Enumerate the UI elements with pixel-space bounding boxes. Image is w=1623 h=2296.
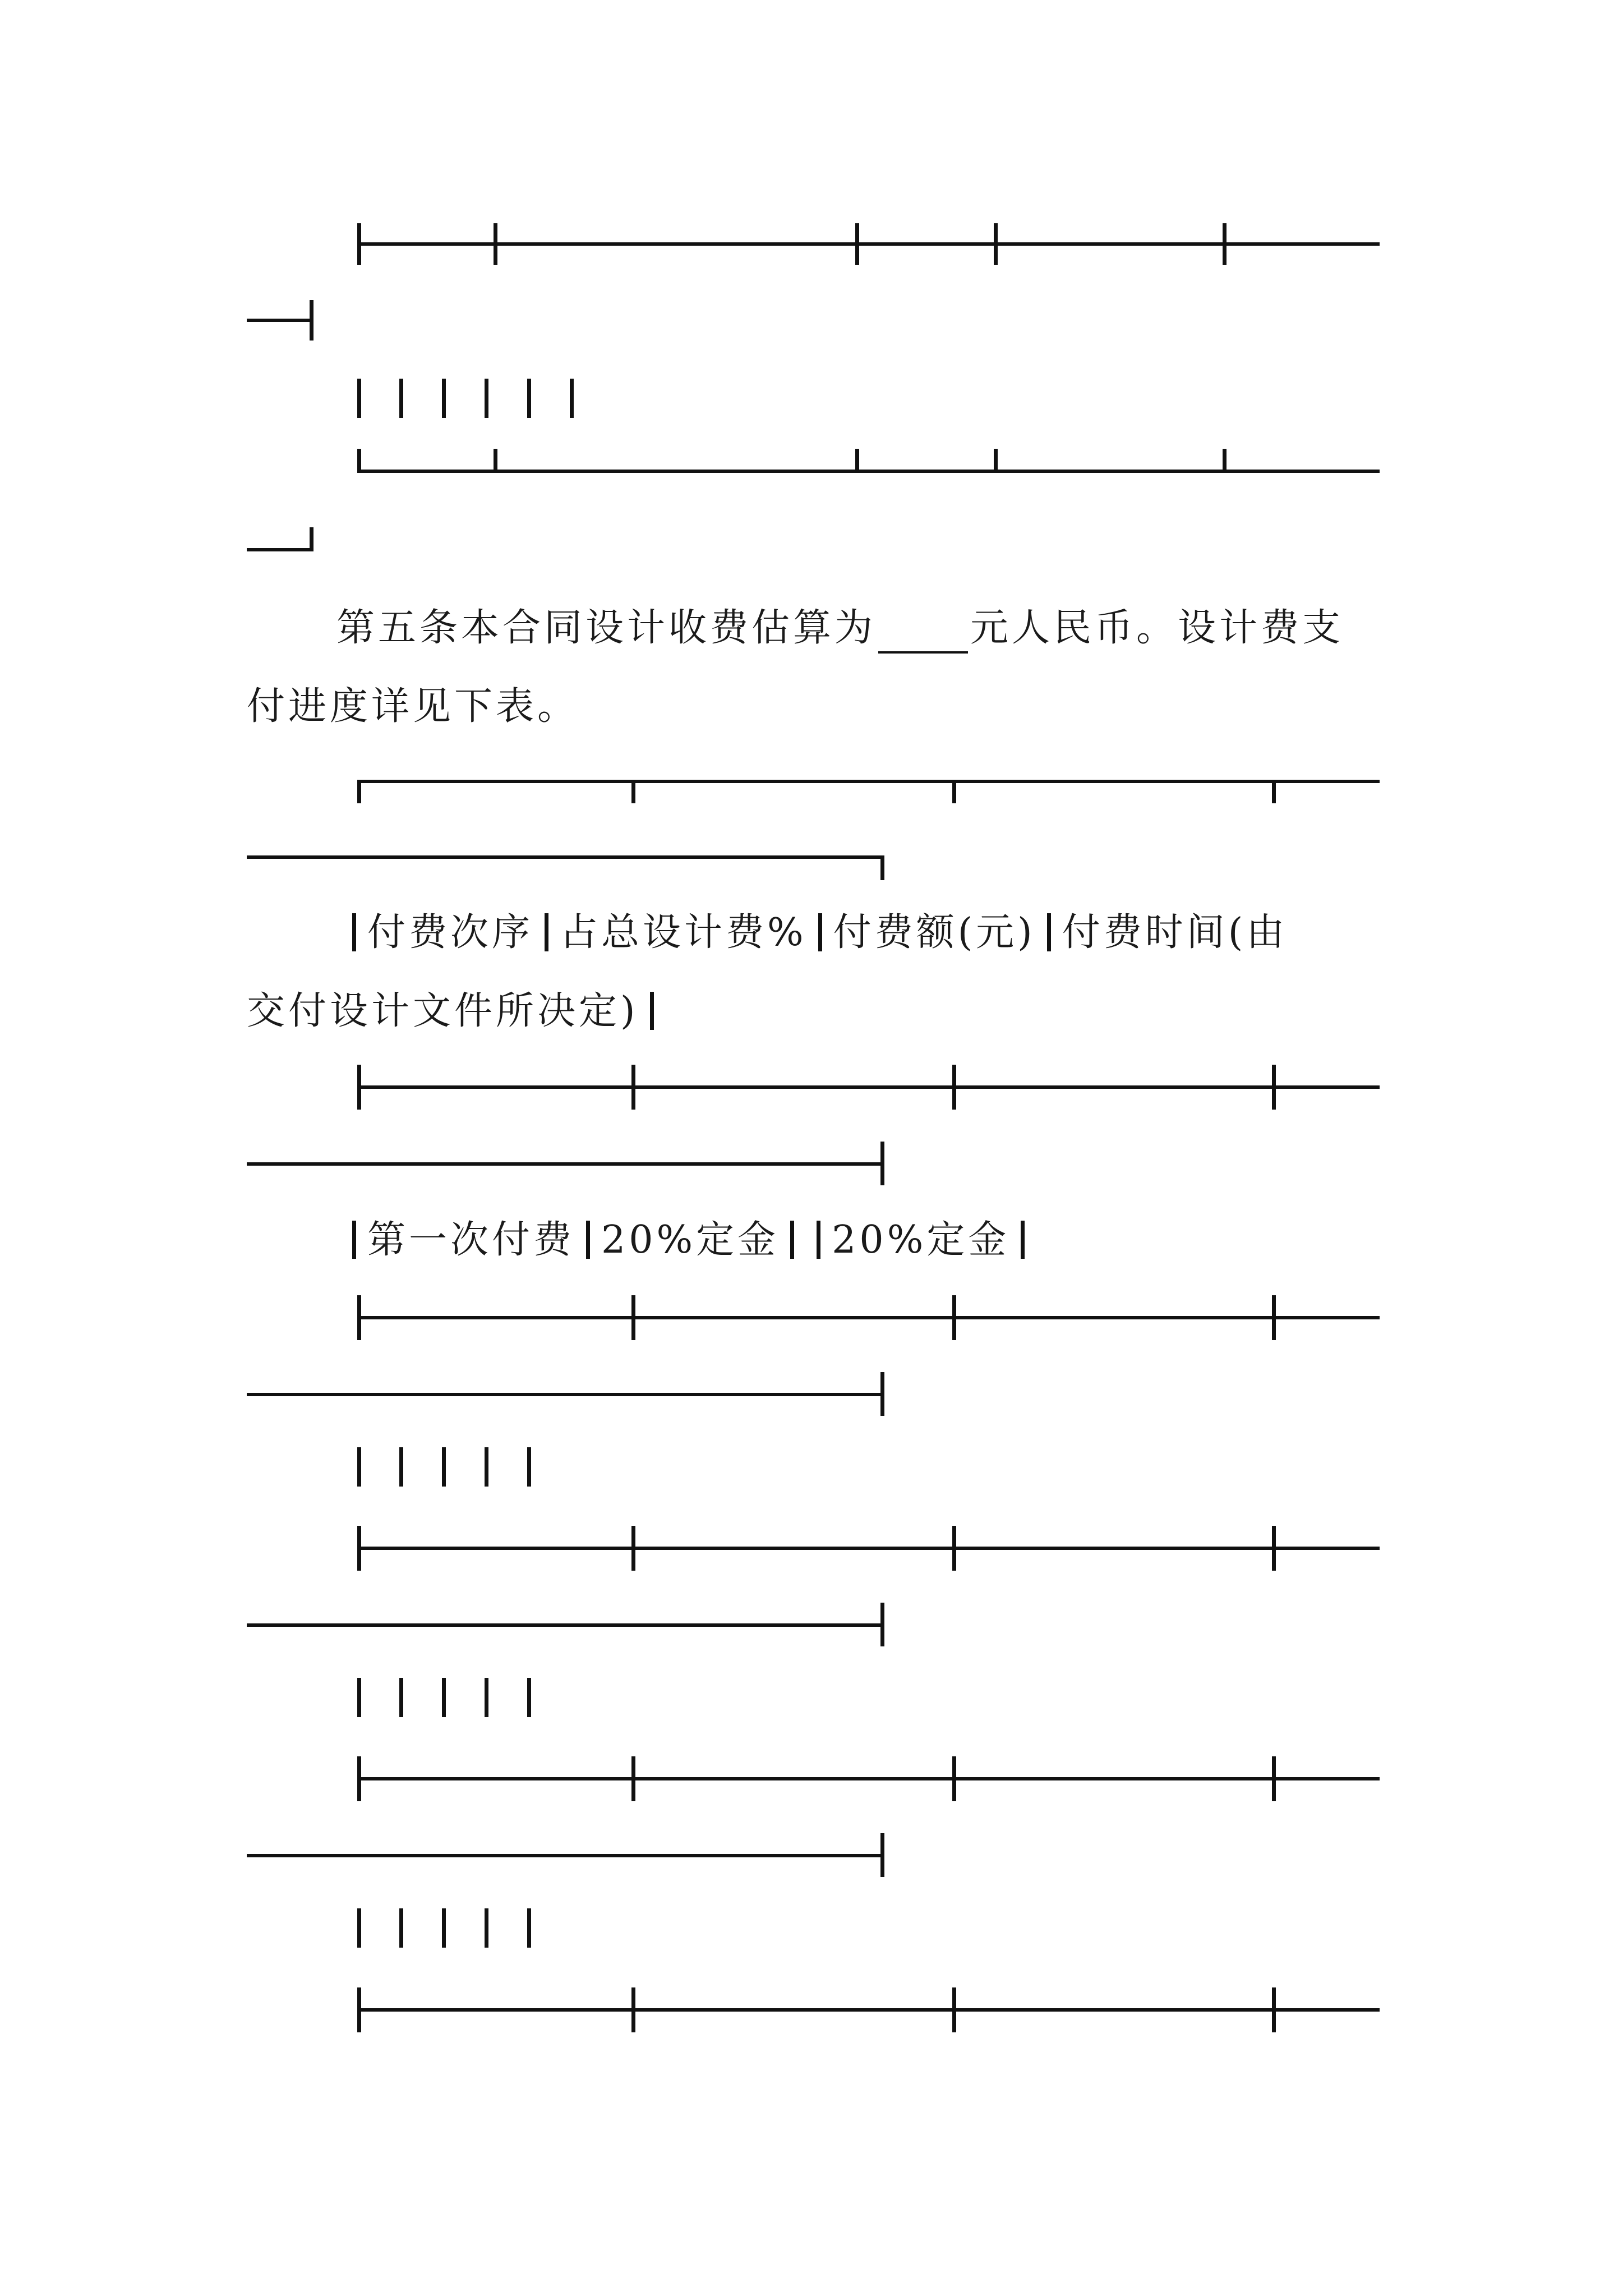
header-cell-3: 付费额(元) (833, 910, 1036, 955)
header-cell-4-wrap: 交付设计文件所决定) (247, 989, 639, 1033)
row1-cell-1: 第一次付费 (367, 1218, 575, 1262)
header-cell-1: 付费次序 (367, 910, 534, 955)
amount-blank (878, 618, 968, 654)
clause5-part2: 元人民币。设计费支 (970, 606, 1344, 650)
row1-cell-2: 20%定金 (601, 1218, 780, 1262)
clause5-part3: 付进度详见下表。 (247, 684, 579, 729)
clause5-line2 (247, 682, 579, 732)
table2-header-row (352, 908, 1288, 958)
clause5-part1: 第五条本合同设计收费估算为 (336, 606, 877, 650)
clause5-line1 (336, 603, 1344, 654)
header-cell-2: 占总设计费% (560, 910, 807, 955)
table2-row-1 (352, 1215, 1036, 1266)
table2-header-wrap (247, 986, 665, 1037)
header-cell-4: 付费时间(由 (1062, 910, 1288, 955)
row1-cell-4: 20%定金 (832, 1218, 1010, 1262)
